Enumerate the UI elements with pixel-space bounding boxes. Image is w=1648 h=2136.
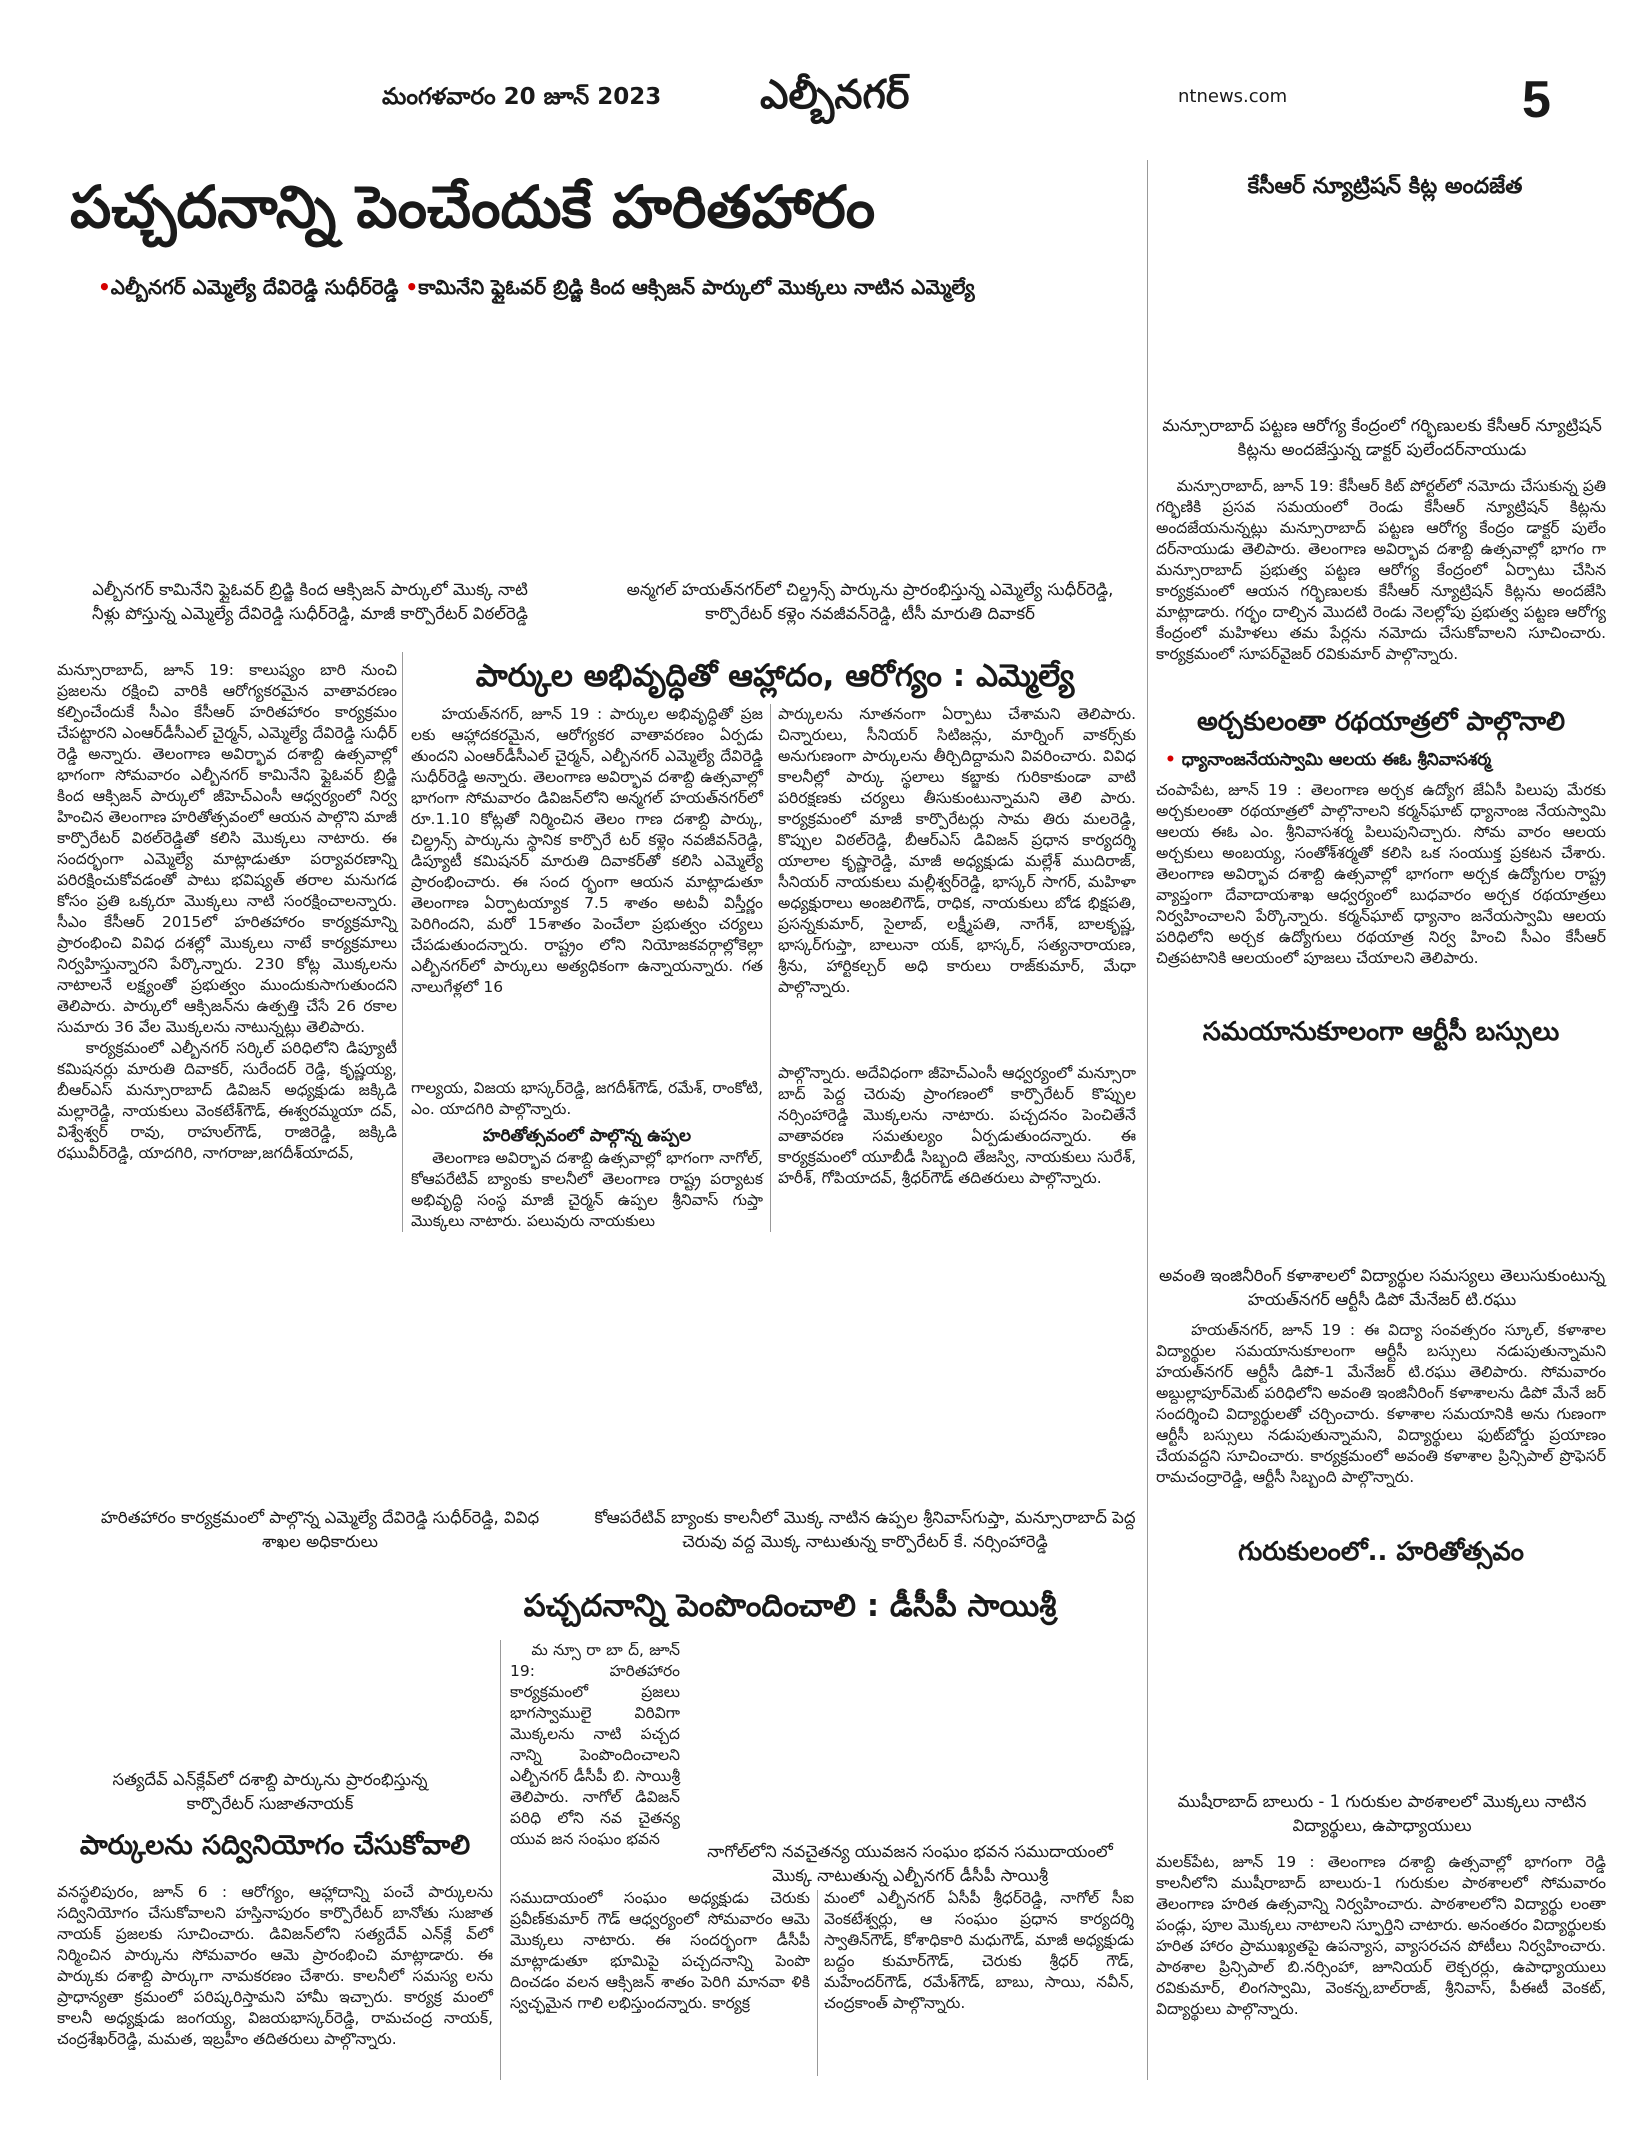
dcp-body-col1b: సముదాయంలో సంఘం అధ్యక్షుడు చెరుకు ప్రవీణ్‌కుమార్ గౌడ్ ఆధ్వర్యంలో సోమవారం ఆమె మొక్కలు నాటారు. ఈ సందర్భంగా డీసీపీ మాట్లాడుతూ భూమిపై పచ్చదనాన్ని పెంపొ దించడం వలన ఆక్సిజన్ శాతం పెరిగి మానవా ళికి స్వచ్ఛమైన గాలి లభిస్తుందన్నారు. కార్యక్ర [510, 1889, 815, 2012]
archaka-subhead [1165, 750, 1491, 774]
mid-caption-left: హరితహారం కార్యక్రమంలో పాల్గొన్న ఎమ్మెల్యే దేవిరెడ్డి సుధీర్‌రెడ్డి, వివిధ శాఖల అధికారులు [100, 1508, 540, 1551]
kcr-kit-headline: కేసీఆర్ న్యూట్రిషన్ కిట్ల అందజేత [1247, 174, 1523, 199]
rtc-photo-caption: అవంతి ఇంజినీరింగ్ కళాశాలలో విద్యార్థుల సమస్యలు తెలుసుకుంటున్న హయత్‌నగర్ ఆర్టీసీ డిపో మేనేజర్ టి.రఘు [1158, 1266, 1606, 1309]
bullet-icon: • [405, 275, 419, 299]
parks-body-col2b: పాల్గొన్నారు. అదేవిధంగా జీహెచ్ఎంసీ ఆధ్వర్యంలో మన్సూరా బాద్ పెద్ద చెరువు ప్రాంగణంలో కార్పొరేటర్ కొప్పుల నర్సింహారెడ్డి మొక్కలను నాటారు. పచ్చదనం పెంచితేనే వాతావరణ సమతుల్యం ఏర్పడుతుందన్నారు. ఈ కార్యక్రమంలో యూబీడీ సిబ్బంది తేజస్వి, నాయకులు సురేశ్, హరీశ్, గోపియాదవ్, శ్రీధర్‌గౌడ్ తదితరులు పాల్గొన్నారు. [778, 1064, 1141, 1187]
parks-body-col1b: గాల్యయ, విజయ భాస్కర్‌రెడ్డి, జగదీశ్‌గౌడ్, రమేశ్, రాంకోటి, ఎం. యాదగిరి పాల్గొన్నారు. [411, 1079, 768, 1118]
lead-photo-caption-left: ఎల్బీనగర్ కామినేని ఫ్లైఓవర్ బ్రిడ్జి కింద ఆక్సిజన్ పార్కులో మొక్క నాటి నీళ్లు పోస్తున్న ఎమ్మెల్యే దేవిరెడ్డి సుధీర్‌రెడ్డి, మాజీ కార్పొరేటర్ విఠల్‌రెడ్డి [92, 580, 528, 623]
dcp-body-col1: మ న్సూ రా బా ద్, జూన్ 19: హరితహారం కార్యక్రమంలో ప్రజలు భాగస్వాములై విరివిగా మొక్కలను నాటి పచ్చద నాన్ని పెంపొందించాలని ఎల్బీనగర్ డీసీపీ బి. సాయిశ్రీ తెలిపారు. నాగోల్ డివిజన్ పరిధి లోని నవ చైతన్య యువ జన సంఘం భవన [510, 1641, 685, 1848]
bullet-icon: • [98, 275, 111, 299]
dcp-photo-caption: నాగోల్‌లోని నవచైతన్య యువజన సంఘం భవన సముదాయంలో మొక్క నాటుతున్న ఎల్బీనగర్ డీసీపీ సాయిశ్రీ [707, 1842, 1113, 1885]
archaka-body: చంపాపేట, జూన్ 19 : తెలంగాణ అర్చక ఉద్యోగ జేఏసీ పిలుపు మేరకు అర్చకులంతా రథయాత్రలో పాల్గొనాలని కర్మన్‌ఘాట్ ధ్యానాంజ నేయస్వామి ఆలయ ఈఓ ఎం. శ్రీనివాసశర్మ పిలుపునిచ్చారు. సోమ వారం ఆలయ అర్చకులు అంబయ్య, సంతోశ్‌శర్మతో కలిసి ఒక సంయుక్త ప్రకటన చేశారు. తెలంగాణ అవిర్భావ దశాబ్ది ఉత్సవాల్లో భాగంగా అర్చక ఉద్యోగుల రాష్ట్ర వ్యాప్తంగా దేవాదాయశాఖ ఆధ్వర్యంలో బుధవారం అర్చక రథయాత్రలు నిర్వహించాలని పేర్కొన్నారు. కర్మన్‌ఘాట్ ధ్యానాం జనేయస్వామి ఆలయ పరిధిలోని అర్చక ఉద్యోగులు రథయాత్ర నిర్వ హించి సీఎం కేసీఆర్ చిత్రపటానికి ఆలయంలో పూజలు చేయాలని తెలిపారు. [1156, 781, 1611, 967]
masthead-section: ఎల్బీనగర్ [760, 72, 910, 118]
gurukul-body: మలక్‌పేట, జూన్ 19 : తెలంగాణ దశాబ్ది ఉత్సవాల్లో భాగంగా రెడ్డి కాలనీలోని ముషీరాబాద్ బాలురు-1 గురుకుల పాఠశాలలో సోమవారం తెలంగాణ హరిత ఉత్సవాన్ని నిర్వహించారు. పాఠశాలలోని విద్యార్థు లంతా పండ్లు, పూల మొక్కలు నాటాలని స్ఫూర్తిని చాటారు. అనంతరం విద్యార్థులకు హరిత హారం ప్రాముఖ్యతపై ఉపన్యాస, వ్యాసరచన పోటీలు నిర్వహించారు. పాఠశాల ప్రిన్సిపాల్ బి.నర్సింహా, జూనియర్ లెక్చరర్లు, ఉపాధ్యాయులు రవికుమార్, లింగస్వామి, వెంకన్న,బాల్‌రాజ్, శ్రీనివాస్, పీఈటీ వెంకట్, విద్యార్థులు పాల్గొన్నారు. [1156, 1853, 1611, 2018]
lead-body: మన్సూరాబాద్, జూన్ 19: కాలుష్యం బారి నుంచి ప్రజలను రక్షించి వారికి ఆరోగ్యకరమైన వాతావరణం కల్పించేందుకే సీఎం కేసీఆర్ హరితహారం కార్యక్రమం చేపట్టారని ఎంఆర్‌డీసీఎల్ చైర్మన్, ఎమ్మెల్యే దేవిరెడ్డి సుధీర్ రెడ్డి అన్నారు. తెలంగాణ అవిర్భావ దశాబ్ది ఉత్సవాల్లో భాగంగా సోమవారం ఎల్బీనగర్ కామినేని ఫ్లైఓవర్ బ్రిడ్జి కింద ఆక్సిజన్ పార్కులో జీహెచ్ఎంసీ ఆధ్వర్యంలో నిర్వ హించిన తెలంగాణ హరితోత్సవంలో ఆయన పాల్గొని మాజీ కార్పొరేటర్ విఠల్‌రెడ్డితో కలిసి మొక్కలు నాటారు. ఈ సందర్భంగా ఎమ్మెల్యే మాట్లాడుతూ పర్యావరణాన్ని పరిరక్షించుకోవడంతో పాటు భవిష్యత్ తరాల మనుగడ కోసం ప్రతి ఒక్కరూ మొక్కలు నాటి సంరక్షించాలన్నారు. సీఎం కేసీఆర్ 2015లో హరితహారం కార్యక్రమాన్ని ప్రారంభించి వివిధ దశల్లో మొక్కలు నాటే కార్యక్రమాలు నిర్వహిస్తున్నారని పేర్కొన్నారు. 230 కోట్ల మొక్కలను నాటాలనే లక్ష్యంతో ప్రభుత్వం ముందుకుసాగుతుందని తెలిపారు. పార్కులో ఆక్సిజన్‌ను ఉత్పత్తి చేసే 26 రకాల సుమారు 36 వేల మొక్కలను నాటున్నట్లు తెలిపారు. కార్యక్రమంలో ఎల్బీనగర్ సర్కిల్ పరిధిలోని డిప్యూటీ కమిషనర్లు మారుతి దివాకర్, సురేందర్ రెడ్డి, కృష్ణయ్య, బీఆర్ఎస్ మన్సూరాబాద్ డివిజన్ అధ్యక్షుడు జక్కిడి మల్లారెడ్డి, నాయకులు వెంకటేశ్‌గౌడ్, ఈశ్వరమ్మయా దవ్, విశ్వేశ్వర్ రావు, రాహుల్‌గౌడ్, రాజిరెడ్డి, జక్కిడి రఘువీర్‌రెడ్డి, యాదగిరి, నాగరాజు,జగదీశ్‌యాదవ్, [57, 661, 397, 1162]
parks-subhead: హరితోత్సవంలో పాల్గొన్న ఉప్పల [482, 1126, 692, 1146]
parks-use-body: వనస్థలిపురం, జూన్ 6 : ఆరోగ్యం, ఆహ్లాదాన్ని పంచే పార్కులను సద్వినియోగం చేసుకోవాలని హస్తినాపురం కార్పొరేటర్ బానోతు సుజాత నాయక్ ప్రజలకు సూచించారు. డివిజన్‌లోని సత్యదేవ్ ఎన్‌క్లే వ్‌లో నిర్మించిన పార్కును సోమవారం ఆమె ప్రారంభించి మాట్లాడారు. ఈ పార్కుకు దశాబ్ది పార్కుగా నామకరణం చేశారు. కాలనీలో సమస్య లను ప్రాధాన్యతా క్రమంలో పరిష్కరిస్తామని హామీ ఇచ్చారు. కార్యక్ర మంలో కాలనీ అధ్యక్షుడు జంగయ్య, విజయభాస్కర్‌రెడ్డి, రామచంద్ర నాయక్, చంద్రశేఖర్‌రెడ్డి, మమత, ఇబ్రహీం తదితరులు పాల్గొన్నారు. [57, 1883, 498, 2048]
lead-subhead [98, 275, 975, 304]
dcp-headline: పచ్చదనాన్ని పెంపొందించాలి : డీసీపీ సాయిశ్రీ [523, 1588, 1057, 1624]
rtc-body: హయత్‌నగర్, జూన్ 19 : ఈ విద్యా సంవత్సరం స్కూల్, కళాశాల విద్యార్థుల సమయానుకూలంగా ఆర్టీసీ బస్సులు నడుపుతున్నామని హయత్‌నగర్ ఆర్టీసీ డిపో-1 మేనేజర్ టి.రఘు తెలిపారు. సోమవారం అబ్దుల్లాపూర్‌మెట్ పరిధిలోని అవంతి ఇంజినీరింగ్ కళాశాలను డిపో మేనే జర్ సందర్శించి విద్యార్థులతో చర్చించారు. కళాశాల సమయానికి అను గుణంగా ఆర్టీసీ బస్సులు నడుపుతున్నామని, విద్యార్థులు ఫుట్‌బోర్డు ప్రయాణం చేయవద్దని సూచించారు. కార్యక్రమంలో అవంతి కళాశాల ప్రిన్సిపాల్ ప్రొఫెసర్ రామచంద్రారెడ్డి, ఆర్టీసీ సిబ్బంది పాల్గొన్నారు. [1156, 1321, 1611, 1486]
archaka-headline: అర్చకులంతా రథయాత్రలో పాల్గొనాలి [1196, 707, 1566, 737]
column-divider [770, 704, 771, 1232]
lead-headline: పచ్చదనాన్ని పెంచేందుకే హరితహారం [70, 173, 876, 241]
bullet-icon: • [1165, 750, 1176, 770]
lead-subhead-2: కామినేని ఫ్లైఓవర్ బ్రిడ్జి కింద ఆక్సిజన్ పార్కులో మొక్కలు నాటిన ఎమ్మెల్యే [418, 275, 975, 299]
masthead-site[interactable]: ntnews.com [1178, 86, 1288, 107]
column-divider [500, 1640, 501, 2080]
gurukul-photo-caption: ముషీరాబాద్ బాలురు - 1 గురుకుల పాఠశాలలో మొక్కలు నాటిన విద్యార్థులు, ఉపాధ్యాయులు [1177, 1792, 1587, 1835]
parks-use-headline: పార్కులను సద్వినియోగం చేసుకోవాలి [79, 1830, 471, 1861]
parks-use-photo-caption: సత్యదేవ్ ఎన్‌క్లేవ్‌లో దశాబ్ది పార్కును ప్రారంభిస్తున్న కార్పొరేటర్ సుజాతనాయక్ [112, 1770, 428, 1813]
page-number: 5 [1522, 71, 1551, 129]
rtc-headline: సమయానుకూలంగా ఆర్టీసీ బస్సులు [1202, 1017, 1560, 1047]
column-divider [1147, 160, 1148, 2080]
lead-subhead-1: ఎల్బీనగర్ ఎమ్మెల్యే దేవిరెడ్డి సుధీర్‌రెడ్డి [110, 275, 399, 299]
column-divider [817, 1890, 818, 2076]
parks-body-col2: పార్కులను నూతనంగా ఏర్పాటు చేశామని తెలిపారు. చిన్నారులు, సీనియర్ సిటిజన్లు, మార్నింగ్ వాకర్స్‌కు అనుగుణంగా పార్కులను తీర్చిదిద్దామని వివరించారు. వివిధ కాలనీల్లో పార్కు స్థలాలు కబ్జాకు గురికాకుండా వాటి పరిరక్షణకు చర్యలు తీసుకుంటున్నామని తెలి పారు. కార్యక్రమంలో మాజీ కార్పొరేటర్లు సామ తిరు మలరెడ్డి, కొప్పుల విఠల్‌రెడ్డి, బీఆర్ఎస్ డివిజన్ ప్రధాన కార్యదర్శి యాలాల కృష్ణారెడ్డి, మాజీ అధ్యక్షుడు మల్లేశ్ ముదిరాజ్, సీనియర్ నాయకులు మల్లీశ్వర్‌రెడ్డి, భాస్కర్ సాగర్, మహిళా అధ్యక్షురాలు అంజలిగౌడ్, రాధిక, నాయకులు బోడ భిక్షపతి, ప్రసన్నకుమార్, సైలాబ్, లక్ష్మీపతి, నాగేశ్, బాలకృష్ణ, భాస్కర్‌గుప్తా, బాలునా యక్, భాస్కర్, సత్యనారాయణ, శ్రీను, హార్టికల్చర్ అధి కారులు రాజ్‌కుమార్, మేధా పాల్గొన్నారు. [778, 705, 1141, 996]
lead-photo-caption-right: అన్మగల్ హయత్‌నగర్‌లో చిల్డ్రన్స్ పార్కును ప్రారంభిస్తున్న ఎమ్మెల్యే సుధీర్‌రెడ్డి, కార్పొరేటర్ కళ్లెం నవజీవన్‌రెడ్డి, టీసీ మారుతి దివాకర్ [626, 580, 1114, 623]
column-divider [402, 652, 403, 1232]
parks-body-col1: హయత్‌నగర్, జూన్ 19 : పార్కుల అభివృద్ధితో ప్రజ లకు ఆహ్లాదకరమైన, ఆరోగ్యకర వాతావరణం ఏర్పడు తుందని ఎంఆర్‌డీసీఎల్ చైర్మన్, ఎల్బీనగర్ ఎమ్మెల్యే దేవిరెడ్డి సుధీర్‌రెడ్డి అన్నారు. తెలంగాణ అవిర్భావ దశాబ్ది ఉత్సవాల్లో భాగంగా సోమవారం డివిజన్‌లోని అన్మగల్ హయత్‌నగర్‌లో రూ.1.10 కోట్లతో నిర్మించిన తెలం గాణ దశాబ్ది పార్కు, చిల్డ్రన్స్ పార్కును స్థానిక కార్పొరే టర్ కళ్లెం నవజీవన్‌రెడ్డి, డిప్యూటీ కమిషనర్ మారుతి దివాకర్‌తో కలిసి ఎమ్మెల్యే ప్రారంభించారు. ఈ సంద ర్భంగా ఆయన మాట్లాడుతూ తెలంగాణ ఏర్పాటయ్యాక 7.5 శాతం అటవీ విస్తీర్ణం పెరిగిందని, మరో 15శాతం పెంచేలా ప్రభుత్వం చర్యలు చేపడుతుందన్నారు. రాష్ట్రం లోని నియోజకవర్గాల్లోకెల్లా ఎల్బీనగర్‌లో పార్కులు అత్యధికంగా ఉన్నాయన్నారు. గత నాలుగేళ్లలో 16 [411, 705, 768, 996]
kcr-kit-photo-caption: మన్సూరాబాద్ పట్టణ ఆరోగ్య కేంద్రంలో గర్భిణులకు కేసీఆర్ న్యూట్రిషన్ కిట్లను అందజేస్తున్న డాక్టర్ పులేందర్‌నాయుడు [1162, 416, 1602, 459]
mid-caption-right: కోఆపరేటివ్ బ్యాంకు కాలనీలో మొక్క నాటిన ఉప్పల శ్రీనివాస్‌గుప్తా, మన్సూరాబాద్ పెద్ద చెరువు వద్ద మొక్క నాటుతున్న కార్పొరేటర్ కే. నర్సింహారెడ్డి [594, 1508, 1136, 1551]
dcp-body-col2: మంలో ఎల్బీనగర్ ఏసీపీ శ్రీధర్‌రెడ్డి, నాగోల్ సీఐ వెంకటేశ్వర్లు, ఆ సంఘం ప్రధాన కార్యదర్శి స్వాతిన్‌గౌడ్, కోశాధికారి మధుగౌడ్, మాజీ అధ్యక్షుడు బద్దం కుమార్‌గౌడ్, చెరుకు శ్రీధర్ గౌడ్, మహేందర్‌గౌడ్, రమేశ్‌గౌడ్, బాబు, సాయి, నవీన్, చంద్రకాంత్ పాల్గొన్నారు. [824, 1889, 1139, 2012]
parks-body-col1c: తెలంగాణ అవిర్భావ దశాబ్ది ఉత్సవాల్లో భాగంగా నాగోల్, కోఆపరేటివ్ బ్యాంకు కాలనీలో తెలంగాణ రాష్ట్ర పర్యాటక అభివృద్ధి సంస్థ మాజీ చైర్మన్ ఉప్పల శ్రీనివాస్ గుప్తా మొక్కలు నాటారు. పలువురు నాయకులు [411, 1149, 768, 1230]
archaka-subhead-text: ధ్యానాంజనేయస్వామి ఆలయ ఈఓ శ్రీనివాసశర్మ [1181, 750, 1492, 770]
gurukul-headline: గురుకులంలో.. హరితోత్సవం [1238, 1537, 1524, 1567]
masthead-date: మంగళవారం 20 జూన్ 2023 [382, 84, 662, 110]
kcr-kit-body: మన్సూరాబాద్, జూన్ 19: కేసీఆర్ కిట్ పోర్టల్‌లో నమోదు చేసుకున్న ప్రతి గర్భిణికి ప్రసవ సమయంలో రెండు కేసీఆర్ న్యూట్రిషన్ కిట్లను అందజేయనున్నట్లు మన్సూరాబాద్ పట్టణ ఆరోగ్య కేంద్రం డాక్టర్ పులేం దర్‌నాయుడు తెలిపారు. తెలంగాణ అవిర్భావ దశాబ్ది ఉత్సవాల్లో భాగం గా మన్సూరాబాద్ ప్రభుత్వ పట్టణ ఆరోగ్య కేంద్రంలో ఏర్పాటు చేసిన కార్యక్రమంలో ఆయన గర్భిణులకు కేసీఆర్ న్యూట్రిషన్ కిట్లను అందజేసి మాట్లాడారు. గర్భం దాల్చిన మొదటి రెండు నెలల్లోపు ప్రభుత్వ పట్టణ ఆరోగ్య కేంద్రంలో మహిళలు తమ పేర్లను నమోదు చేసుకోవాలని సూచించారు. కార్యక్రమంలో సూపర్‌వైజర్ రవికుమార్ పాల్గొన్నారు. [1156, 477, 1611, 663]
parks-headline: పార్కుల అభివృద్ధితో ఆహ్లాదం, ఆరోగ్యం : ఎమ్మెల్యే [475, 658, 1075, 694]
